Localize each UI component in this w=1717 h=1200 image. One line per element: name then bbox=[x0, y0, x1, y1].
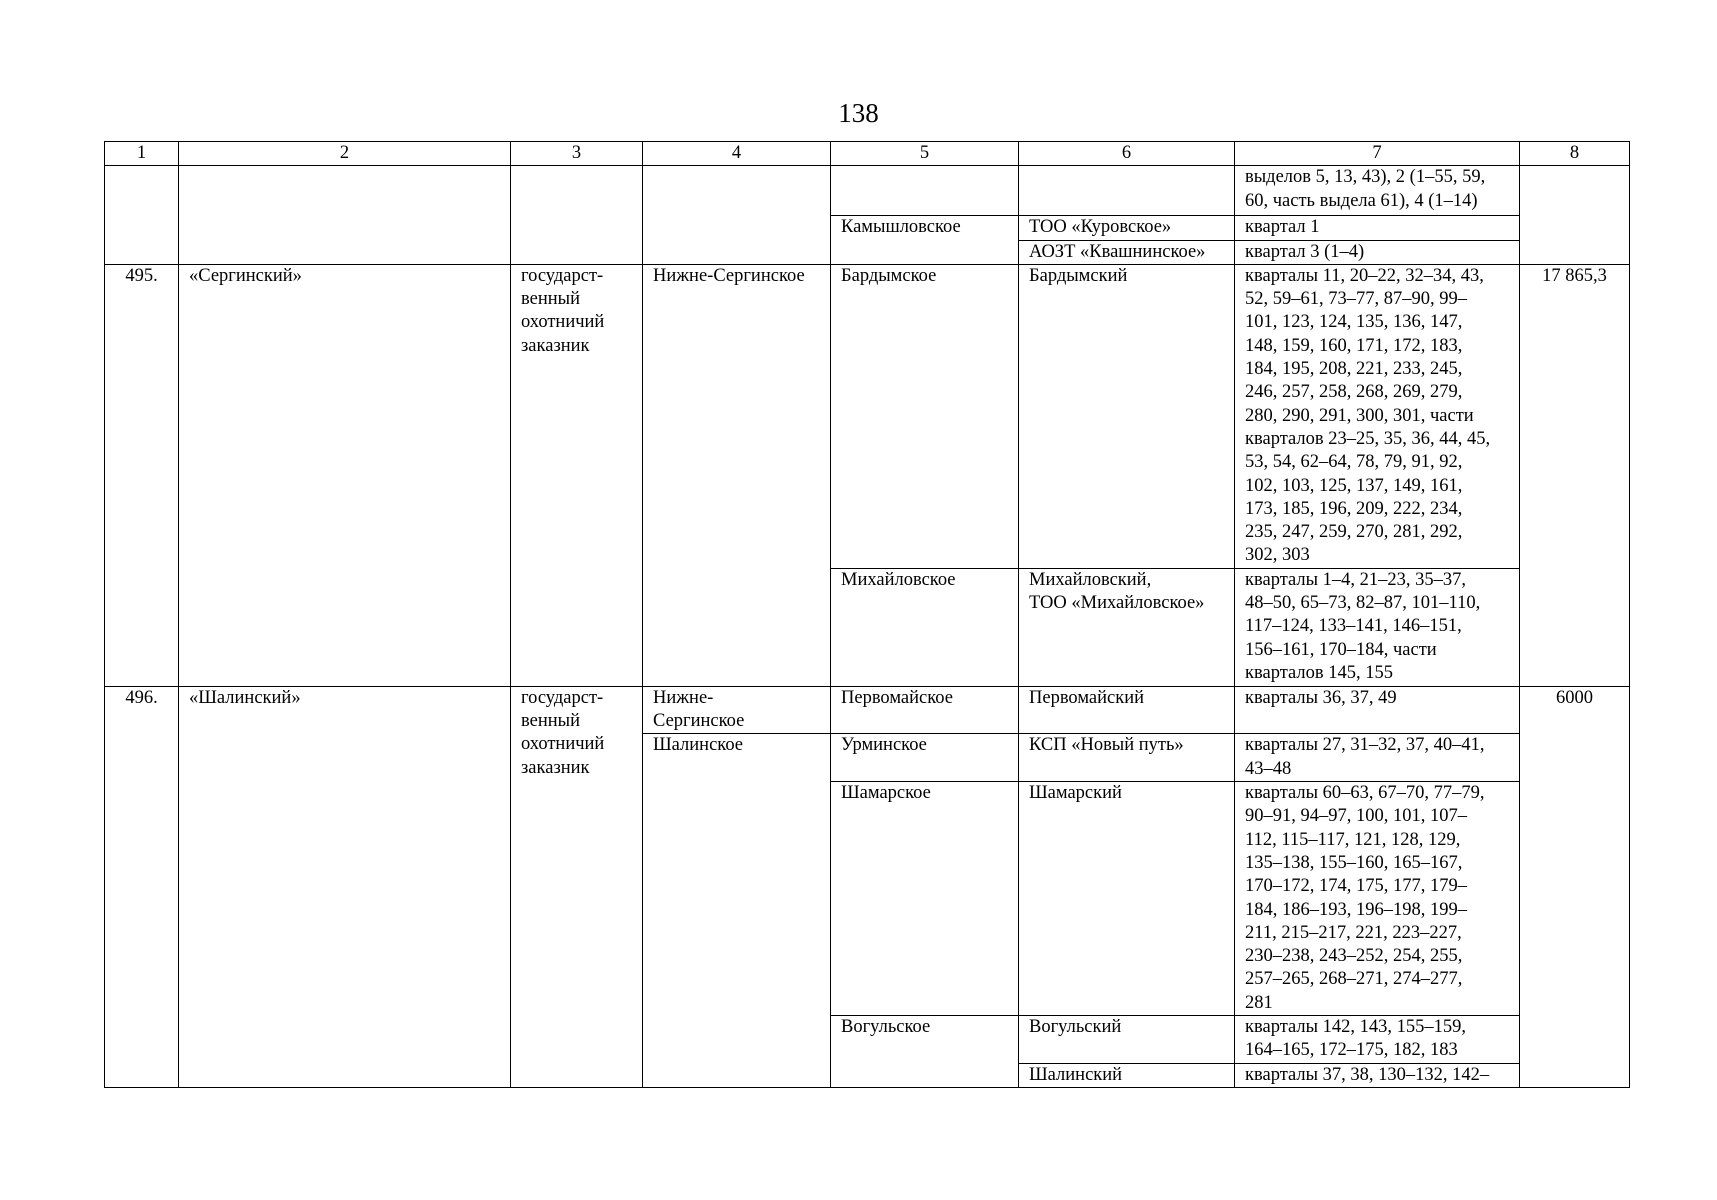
district-cell: Шалинское bbox=[643, 734, 831, 1087]
column-header: 7 bbox=[1235, 142, 1520, 166]
entry-type-cell bbox=[511, 166, 643, 265]
text-line: ТОО «Михайловское» bbox=[1029, 593, 1205, 614]
quarters-cell: квартал 1 bbox=[1235, 216, 1520, 240]
division-cell: Первомайский bbox=[1019, 686, 1235, 734]
quarters-cell: кварталы 36, 37, 49 bbox=[1235, 686, 1520, 734]
text-line: кварталов 23–25, 35, 36, 44, 45, bbox=[1245, 428, 1491, 449]
document-table bbox=[104, 141, 1630, 1088]
text-line: 148, 159, 160, 171, 172, 183, bbox=[1245, 335, 1463, 356]
district-cell bbox=[643, 686, 831, 734]
quarters-cell bbox=[1235, 1016, 1520, 1064]
column-header: 5 bbox=[831, 142, 1019, 166]
text-line: 281 bbox=[1245, 992, 1273, 1013]
quarters-cell bbox=[1235, 782, 1520, 1016]
text-line: 135–138, 155–160, 165–167, bbox=[1245, 852, 1463, 873]
text-line: 117–124, 133–141, 146–151, bbox=[1245, 616, 1462, 637]
text-line: Сергинское bbox=[653, 711, 745, 732]
entry-type-text bbox=[521, 687, 638, 780]
division-cell: Вогульский bbox=[1019, 1016, 1235, 1064]
forestry-cell: Первомайское bbox=[831, 686, 1019, 734]
quarters-text bbox=[1245, 734, 1515, 781]
text-line: 280, 290, 291, 300, 301, части bbox=[1245, 405, 1474, 426]
area-cell bbox=[1520, 166, 1630, 265]
table-row bbox=[105, 686, 1630, 734]
quarters-cell bbox=[1235, 264, 1520, 568]
text-line: выделов 5, 13, 43), 2 (1–55, 59, bbox=[1245, 167, 1486, 188]
column-header: 8 bbox=[1520, 142, 1630, 166]
division-cell: КСП «Новый путь» bbox=[1019, 734, 1235, 782]
quarters-cell: кварталы 37, 38, 130–132, 142– bbox=[1235, 1063, 1520, 1087]
entry-number-cell: 496. bbox=[105, 686, 179, 1087]
area-cell: 6000 bbox=[1520, 686, 1630, 1087]
text-line: кварталы 60–63, 67–70, 77–79, bbox=[1245, 783, 1485, 804]
text-line: 184, 195, 208, 221, 233, 245, bbox=[1245, 359, 1463, 380]
entry-number-cell: 495. bbox=[105, 264, 179, 686]
text-line: 101, 123, 124, 135, 136, 147, bbox=[1245, 312, 1463, 333]
forestry-cell: Шамарское bbox=[831, 782, 1019, 1016]
text-line: 52, 59–61, 73–77, 87–90, 99– bbox=[1245, 289, 1467, 310]
text-line: 90–91, 94–97, 100, 101, 107– bbox=[1245, 806, 1467, 827]
quarters-text bbox=[1245, 265, 1515, 568]
quarters-text bbox=[1245, 166, 1515, 213]
text-line: 184, 186–193, 196–198, 199– bbox=[1245, 899, 1467, 920]
entry-name-cell: «Шалинский» bbox=[179, 686, 511, 1087]
table-row bbox=[105, 264, 1630, 568]
entry-type-text bbox=[521, 265, 638, 358]
district-text bbox=[653, 687, 826, 734]
text-line: 43–48 bbox=[1245, 758, 1292, 779]
text-line: кварталы 1–4, 21–23, 35–37, bbox=[1245, 569, 1467, 590]
text-line: кварталы 27, 31–32, 37, 40–41, bbox=[1245, 735, 1485, 756]
text-line: 246, 257, 258, 268, 269, 279, bbox=[1245, 382, 1463, 403]
forestry-cell: Михайловское bbox=[831, 568, 1019, 686]
division-cell bbox=[1019, 568, 1235, 686]
text-line: 164–165, 172–175, 182, 183 bbox=[1245, 1040, 1458, 1061]
area-cell: 17 865,3 bbox=[1520, 264, 1630, 686]
entry-number-cell bbox=[105, 166, 179, 265]
text-line: Михайловский, bbox=[1029, 569, 1152, 590]
text-line: венный bbox=[521, 711, 580, 732]
text-line: Нижне- bbox=[653, 687, 714, 708]
table-row bbox=[105, 166, 1630, 216]
text-line: 112, 115–117, 121, 128, 129, bbox=[1245, 829, 1461, 850]
quarters-text bbox=[1245, 782, 1515, 1015]
quarters-cell bbox=[1235, 734, 1520, 782]
entry-type-cell bbox=[511, 264, 643, 686]
quarters-text bbox=[1245, 569, 1515, 685]
text-line: заказник bbox=[521, 757, 590, 778]
text-line: государст- bbox=[521, 687, 604, 708]
column-header: 6 bbox=[1019, 142, 1235, 166]
page-number: 138 bbox=[838, 98, 879, 128]
column-number-row bbox=[105, 142, 1630, 166]
text-line: кварталы 142, 143, 155–159, bbox=[1245, 1017, 1467, 1038]
forestry-cell: Урминское bbox=[831, 734, 1019, 782]
text-line: кварталов 145, 155 bbox=[1245, 663, 1393, 684]
column-header: 2 bbox=[179, 142, 511, 166]
quarters-text bbox=[1245, 1016, 1515, 1063]
forestry-cell: Бардымское bbox=[831, 264, 1019, 568]
quarters-cell bbox=[1235, 166, 1520, 216]
text-line: кварталы 11, 20–22, 32–34, 43, bbox=[1245, 265, 1484, 286]
entry-name-cell bbox=[179, 166, 511, 265]
text-line: охотничий bbox=[521, 312, 605, 333]
text-line: 53, 54, 62–64, 78, 79, 91, 92, bbox=[1245, 452, 1463, 473]
text-line: 156–161, 170–184, части bbox=[1245, 639, 1437, 660]
forestry-cell bbox=[831, 166, 1019, 216]
text-line: 257–265, 268–271, 274–277, bbox=[1245, 969, 1463, 990]
text-line: 48–50, 65–73, 82–87, 101–110, bbox=[1245, 593, 1481, 614]
column-header: 4 bbox=[643, 142, 831, 166]
division-cell bbox=[1019, 166, 1235, 216]
division-cell: Шамарский bbox=[1019, 782, 1235, 1016]
forestry-cell: Камышловское bbox=[831, 216, 1019, 265]
district-cell bbox=[643, 166, 831, 265]
text-line: 230–238, 243–252, 254, 255, bbox=[1245, 946, 1463, 967]
forestry-cell: Вогульское bbox=[831, 1016, 1019, 1088]
division-text bbox=[1029, 569, 1230, 616]
division-cell: ТОО «Куровское» bbox=[1019, 216, 1235, 240]
text-line: 211, 215–217, 221, 223–227, bbox=[1245, 922, 1462, 943]
district-cell: Нижне-Сергинское bbox=[643, 264, 831, 686]
text-line: государст- bbox=[521, 265, 604, 286]
text-line: 102, 103, 125, 137, 149, 161, bbox=[1245, 475, 1463, 496]
text-line: 302, 303 bbox=[1245, 545, 1310, 566]
division-cell: Бардымский bbox=[1019, 264, 1235, 568]
text-line: 173, 185, 196, 209, 222, 234, bbox=[1245, 498, 1463, 519]
column-header: 3 bbox=[511, 142, 643, 166]
division-cell: Шалинский bbox=[1019, 1063, 1235, 1087]
text-line: охотничий bbox=[521, 734, 605, 755]
quarters-cell bbox=[1235, 568, 1520, 686]
column-header: 1 bbox=[105, 142, 179, 166]
entry-type-cell bbox=[511, 686, 643, 1087]
text-line: заказник bbox=[521, 335, 590, 356]
text-line: 235, 247, 259, 270, 281, 292, bbox=[1245, 522, 1463, 543]
quarters-cell: квартал 3 (1–4) bbox=[1235, 240, 1520, 264]
division-cell: АОЗТ «Квашнинское» bbox=[1019, 240, 1235, 264]
text-line: венный bbox=[521, 289, 580, 310]
entry-name-cell: «Сергинский» bbox=[179, 264, 511, 686]
text-line: 60, часть выдела 61), 4 (1–14) bbox=[1245, 190, 1478, 211]
text-line: 170–172, 174, 175, 177, 179– bbox=[1245, 876, 1467, 897]
